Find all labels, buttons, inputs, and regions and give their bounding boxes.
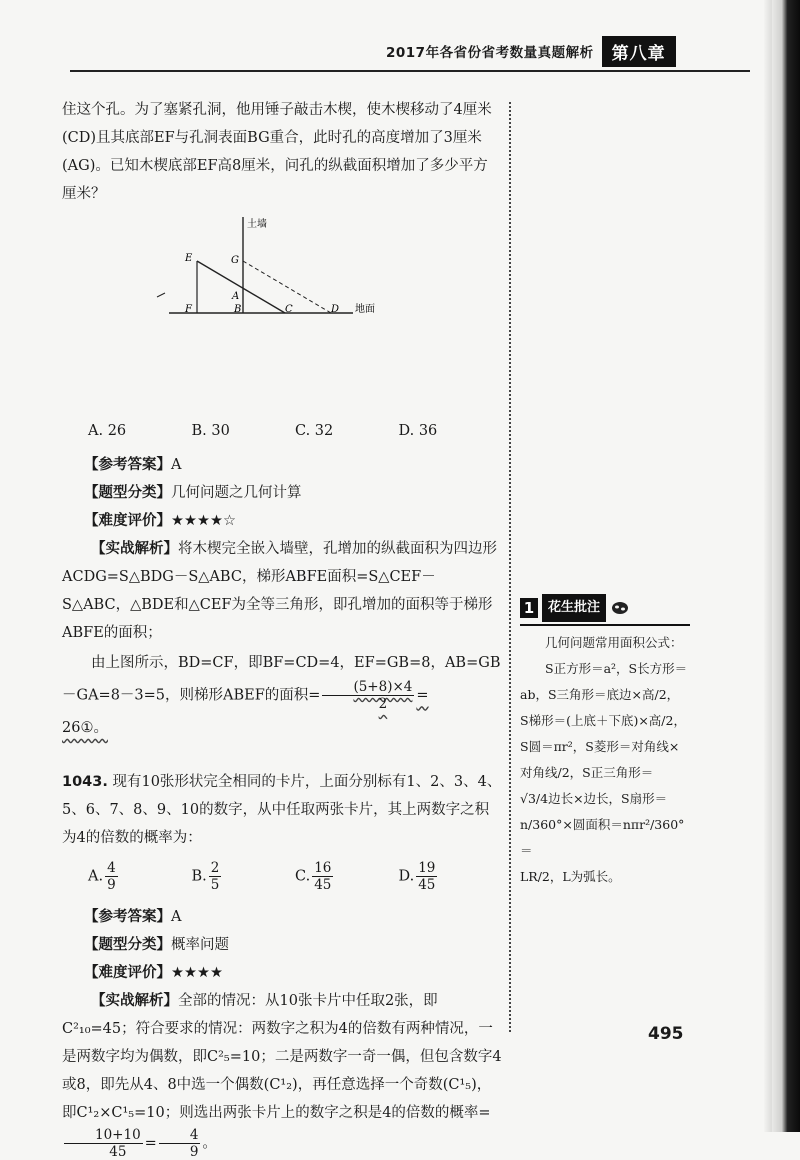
answer-value: A <box>171 909 182 925</box>
option-letter: A. <box>88 868 104 885</box>
label-d: D <box>331 304 340 315</box>
option-a: A. 26 <box>88 423 127 439</box>
fraction-numerator: 4 <box>159 1127 201 1144</box>
label-g: G <box>231 255 239 266</box>
sidenote <box>520 594 690 890</box>
page-edge <box>764 0 772 1132</box>
option-letter: B. <box>191 868 207 885</box>
fraction-denominator: 9 <box>107 877 116 893</box>
formula-line: LR/2，L为弧长。 <box>520 869 621 884</box>
formula-line: √3/4边长×边长，S扇形＝ <box>520 791 668 806</box>
question-1043-body: 现有10张形状完全相同的卡片，上面分别标有1、2、3、4、5、6、7、8、9、10的数字，从中任取两张卡片，其上两数字之积为4的倍数的概率为： <box>62 774 502 846</box>
sidenote-header <box>520 594 690 626</box>
answer-line <box>62 451 502 479</box>
tick-mark <box>157 293 165 297</box>
answer-label: 【参考答案】 <box>84 457 171 473</box>
equals-sign: = <box>416 687 429 704</box>
analysis-paragraph <box>62 987 502 1160</box>
formula-line: n/360°×圆面积＝nπr²/360°＝ <box>520 817 685 858</box>
question-1042-text: 住这个孔。为了塞紧孔洞，他用锤子敲击木楔，使木楔移动了4厘米(CD)且其底部EF与孔洞表面BG重合，此时孔的高度增加了3厘米(AG)。已知木楔底部EF高8厘米，问孔的纵截面积增加了多少平方厘米？ <box>62 102 492 202</box>
chapter-badge: 第八章 <box>602 36 676 67</box>
option-letter: C. <box>295 868 311 885</box>
answer-line <box>62 903 502 931</box>
option-fraction <box>105 860 118 893</box>
label-b: B <box>234 304 242 315</box>
calc-text: 由上图所示，BD=CF，即BF=CD=4，EF=GB=8，AB=GB－GA=8－3=5，则梯形ABEF的面积= <box>62 655 501 704</box>
book-spine-shadow <box>772 0 800 1132</box>
analysis-label: 【实战解析】 <box>91 993 178 1009</box>
formula-line: S圆＝πr²，S菱形＝对角线×对角线/2，S正三角形＝ <box>520 739 680 780</box>
option-c: C. 32 <box>295 423 334 439</box>
result-value: 26①。 <box>62 720 108 736</box>
fraction-denominator: 2 <box>378 696 388 712</box>
label-e: E <box>185 253 193 264</box>
type-value: 几何问题之几何计算 <box>171 485 302 501</box>
option-fraction <box>312 860 333 893</box>
option-fraction <box>416 860 437 893</box>
fraction-numerator: 16 <box>314 860 332 876</box>
fraction-numerator: 10+10 <box>64 1127 143 1144</box>
area-fraction <box>322 679 414 712</box>
difficulty-stars: ★★★★☆ <box>171 513 236 529</box>
column-divider <box>509 102 511 1032</box>
type-label: 【题型分类】 <box>84 485 171 501</box>
option-a <box>88 860 192 893</box>
wedge-diagram <box>155 215 385 325</box>
wall-label: 土墙 <box>247 219 267 230</box>
equals-sign: = <box>144 1135 157 1152</box>
analysis-label: 【实战解析】 <box>91 541 178 557</box>
fraction-denominator: 9 <box>189 1144 199 1160</box>
fraction-numerator: (5+8)×4 <box>322 679 414 696</box>
formula-line: S正方形＝a²，S长方形＝ab，S三角形＝底边×高/2， <box>520 661 688 702</box>
sidenote-title: 花生批注 <box>542 594 606 622</box>
fraction-denominator: 5 <box>210 877 220 893</box>
formula-line: S梯形＝(上底＋下底)×高/2， <box>520 713 686 728</box>
sentence-end: 。 <box>202 1135 217 1152</box>
running-header <box>386 34 676 68</box>
question-1043-options <box>62 860 502 893</box>
label-c: C <box>285 304 293 315</box>
header-rule <box>70 70 750 72</box>
fraction-numerator: 19 <box>418 860 436 876</box>
label-a: A <box>232 291 240 302</box>
page-number: 495 <box>648 1024 684 1044</box>
question-1043-text <box>62 768 502 852</box>
type-line <box>62 479 502 507</box>
type-line <box>62 931 502 959</box>
option-fraction <box>209 860 222 893</box>
label-f: F <box>185 304 192 315</box>
peanut-icon <box>610 598 630 618</box>
analysis-text: 将木楔完全嵌入墙壁，孔增加的纵截面积为四边形ACDG=S△BDG－S△ABC，梯形ABFE面积=S△CEF－S△ABC，△BDE和△CEF为全等三角形，即孔增加的面积等于梯形ABFE的面积； <box>62 541 497 641</box>
option-d <box>399 860 503 893</box>
option-b: B. 30 <box>191 423 230 439</box>
analysis-paragraph <box>62 535 502 647</box>
option-d: D. 36 <box>398 423 438 439</box>
option-c <box>295 860 399 893</box>
answer-label: 【参考答案】 <box>84 909 171 925</box>
question-1042-options <box>62 417 502 445</box>
sidenote-intro: 几何问题常用面积公式： <box>545 635 683 650</box>
sidenote-number: 1 <box>520 598 538 618</box>
analysis-text: 全部的情况：从10张卡片中任取2张，即C²₁₀=45；符合要求的情况：两数字之积为4的倍数有两种情况，一是两数字均为偶数，即C²₅=10；二是两数字一奇一偶，但包含数字4或8，即先从4、8中选一个偶数(C¹₂)，再任意选择一个奇数(C¹₅)，即C¹₂×C¹₅=10；则选出两张卡片上的数字之积是4的倍数的概率= <box>62 993 502 1121</box>
difficulty-line <box>62 959 502 987</box>
fraction-numerator: 4 <box>107 860 116 876</box>
option-letter: D. <box>398 868 415 885</box>
ground-label: 地面 <box>355 304 375 315</box>
difficulty-line <box>62 507 502 535</box>
difficulty-label: 【难度评价】 <box>84 965 171 981</box>
type-label: 【题型分类】 <box>84 937 171 953</box>
difficulty-label: 【难度评价】 <box>84 513 171 529</box>
difficulty-stars: ★★★★ <box>171 965 223 981</box>
fraction-denominator: 45 <box>418 877 436 893</box>
answer-value: A <box>171 457 182 473</box>
type-value: 概率问题 <box>171 937 229 953</box>
analysis-calculation <box>62 647 502 744</box>
fraction-denominator: 45 <box>109 1144 127 1160</box>
fraction-denominator: 45 <box>314 877 332 893</box>
option-b <box>192 860 296 893</box>
question-number: 1043. <box>62 774 108 790</box>
fraction-numerator: 2 <box>210 860 220 876</box>
header-title: 2017年各省份省考数量真题解析 <box>386 45 594 61</box>
